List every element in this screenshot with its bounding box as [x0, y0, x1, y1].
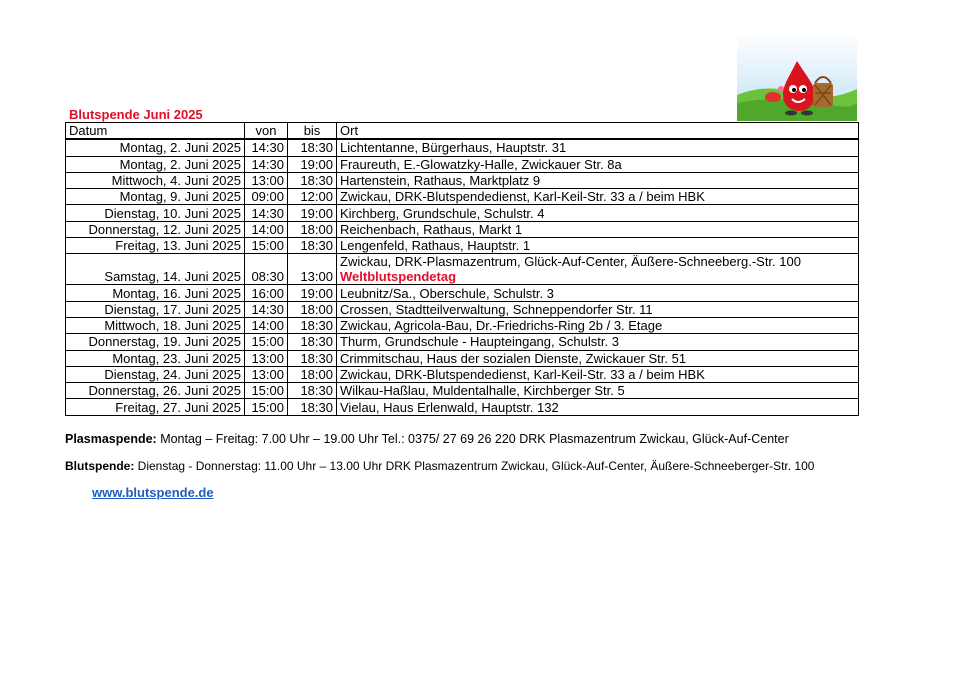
cell-from: 14:30 — [245, 301, 288, 317]
table-row — [66, 301, 859, 317]
place-text: Reichenbach, Rathaus, Markt 1 — [340, 221, 523, 237]
cell-from: 14:30 — [245, 156, 288, 172]
table-row — [66, 317, 859, 333]
place-text: Fraureuth, E.-Glowatzky-Halle, Zwickauer Str. 8a — [340, 156, 622, 172]
table-row — [66, 238, 859, 254]
place-text: Crossen, Stadtteilverwaltung, Schneppendorfer Str. 11 — [340, 301, 653, 317]
place-text: Zwickau, DRK-Blutspendedienst, Karl-Keil-Str. 33 a / beim HBK — [340, 367, 705, 382]
place-text: Thurm, Grundschule - Haupteingang, Schulstr. 3 — [340, 334, 619, 350]
cell-date: Montag, 23. Juni 2025 — [66, 350, 245, 366]
cell-date: Montag, 2. Juni 2025 — [66, 156, 245, 172]
cell-from: 13:00 — [245, 366, 288, 382]
cell-date: Freitag, 13. Juni 2025 — [66, 238, 245, 254]
place-text: Zwickau, DRK-Blutspendedienst, Karl-Keil-Str. 33 a / beim HBK — [340, 189, 705, 205]
cell-to: 13:00 — [288, 254, 337, 285]
cell-date: Mittwoch, 18. Juni 2025 — [66, 317, 245, 333]
cell-place — [337, 139, 859, 156]
cell-date: Mittwoch, 4. Juni 2025 — [66, 172, 245, 188]
cell-place — [337, 156, 859, 172]
blood-label: Blutspende: — [65, 459, 135, 473]
cell-date: Dienstag, 10. Juni 2025 — [66, 205, 245, 221]
table-row — [66, 399, 859, 415]
cell-to: 19:00 — [288, 285, 337, 301]
cell-to: 18:30 — [288, 383, 337, 399]
cell-from: 14:00 — [245, 317, 288, 333]
table-row — [66, 172, 859, 188]
header-to: bis — [288, 123, 337, 140]
cell-from: 14:00 — [245, 221, 288, 237]
cell-date: Freitag, 27. Juni 2025 — [66, 399, 245, 415]
cell-date: Samstag, 14. Juni 2025 — [66, 254, 245, 285]
cell-to: 19:00 — [288, 205, 337, 221]
table-row — [66, 285, 859, 301]
table-row — [66, 254, 859, 285]
cell-place — [337, 350, 859, 366]
cell-place — [337, 334, 859, 350]
cell-to: 18:30 — [288, 350, 337, 366]
cell-from: 15:00 — [245, 238, 288, 254]
cell-place — [337, 301, 859, 317]
table-row — [66, 350, 859, 366]
cell-from: 15:00 — [245, 399, 288, 415]
cell-place — [337, 254, 859, 285]
cell-from: 09:00 — [245, 189, 288, 205]
table-header-row — [66, 123, 859, 140]
cell-to: 18:30 — [288, 238, 337, 254]
cell-place — [337, 285, 859, 301]
cell-date: Montag, 16. Juni 2025 — [66, 285, 245, 301]
cell-from: 14:30 — [245, 205, 288, 221]
cell-to: 18:30 — [288, 399, 337, 415]
table-row — [66, 366, 859, 382]
cell-to: 18:30 — [288, 334, 337, 350]
table-row — [66, 189, 859, 205]
cell-place — [337, 383, 859, 399]
place-text: Zwickau, DRK-Plasmazentrum, Glück-Auf-Center, Äußere-Schneeberg.-Str. 100 — [340, 254, 801, 270]
table-row — [66, 139, 859, 156]
event-note: Weltblutspendetag — [340, 269, 457, 285]
plasma-text: Montag – Freitag: 7.00 Uhr – 19.00 Uhr Tel.: 0375/ 27 69 26 220 DRK Plasmazentrum Zwickau, Glück-Auf-Center — [156, 432, 789, 446]
page-title: Blutspende Juni 2025 — [69, 107, 203, 122]
cell-date: Montag, 2. Juni 2025 — [66, 139, 245, 156]
table-row — [66, 383, 859, 399]
cell-place — [337, 399, 859, 415]
cell-place — [337, 205, 859, 221]
cell-from: 15:00 — [245, 334, 288, 350]
header-from: von — [245, 123, 288, 140]
blood-drop-mascot-logo — [737, 33, 857, 121]
cell-place — [337, 221, 859, 237]
place-text: Crimmitschau, Haus der sozialen Dienste, Zwickauer Str. 51 — [340, 350, 687, 366]
cell-from: 14:30 — [245, 139, 288, 156]
cell-to: 12:00 — [288, 189, 337, 205]
cell-from: 13:00 — [245, 172, 288, 188]
cell-to: 18:00 — [288, 301, 337, 317]
cell-date: Donnerstag, 12. Juni 2025 — [66, 221, 245, 237]
cell-to: 18:00 — [288, 221, 337, 237]
place-text: Lengenfeld, Rathaus, Hauptstr. 1 — [340, 238, 531, 254]
cell-date: Dienstag, 17. Juni 2025 — [66, 301, 245, 317]
header-date: Datum — [66, 123, 245, 140]
cell-date: Donnerstag, 26. Juni 2025 — [66, 383, 245, 399]
cell-to: 18:30 — [288, 139, 337, 156]
plasma-donation-note — [65, 432, 789, 446]
cell-date: Donnerstag, 19. Juni 2025 — [66, 334, 245, 350]
cell-date: Dienstag, 24. Juni 2025 — [66, 366, 245, 382]
place-text: Kirchberg, Grundschule, Schulstr. 4 — [340, 205, 545, 221]
cell-place — [337, 366, 859, 382]
cell-place — [337, 317, 859, 333]
table-row — [66, 205, 859, 221]
table-row — [66, 334, 859, 350]
cell-place — [337, 189, 859, 205]
cell-from: 15:00 — [245, 383, 288, 399]
plasma-label: Plasmaspende: — [65, 432, 157, 446]
cell-place — [337, 238, 859, 254]
cell-place — [337, 172, 859, 188]
cell-from: 13:00 — [245, 350, 288, 366]
schedule-table — [65, 122, 859, 416]
place-text: Wilkau-Haßlau, Muldentalhalle, Kirchberger Str. 5 — [340, 383, 625, 399]
place-text: Leubnitz/Sa., Oberschule, Schulstr. 3 — [340, 285, 554, 301]
place-text: Vielau, Haus Erlenwald, Hauptstr. 132 — [340, 399, 559, 415]
table-row — [66, 156, 859, 172]
cell-to: 18:30 — [288, 172, 337, 188]
blood-text: Dienstag - Donnerstag: 11.00 Uhr – 13.00 Uhr DRK Plasmazentrum Zwickau, Glück-Auf-Center, Äußere-Schneeberger-Str. 100 — [134, 459, 815, 473]
website-link[interactable]: www.blutspende.de — [92, 485, 214, 500]
header-place: Ort — [337, 123, 859, 140]
blood-donation-note — [65, 459, 814, 473]
cell-to: 18:30 — [288, 317, 337, 333]
place-text: Lichtentanne, Bürgerhaus, Hauptstr. 31 — [340, 140, 567, 156]
place-text: Zwickau, Agricola-Bau, Dr.-Friedrichs-Ring 2b / 3. Etage — [340, 318, 663, 334]
cell-from: 08:30 — [245, 254, 288, 285]
cell-to: 19:00 — [288, 156, 337, 172]
cell-from: 16:00 — [245, 285, 288, 301]
cell-date: Montag, 9. Juni 2025 — [66, 189, 245, 205]
cell-to: 18:00 — [288, 366, 337, 382]
table-row — [66, 221, 859, 237]
place-text: Hartenstein, Rathaus, Marktplatz 9 — [340, 173, 541, 189]
